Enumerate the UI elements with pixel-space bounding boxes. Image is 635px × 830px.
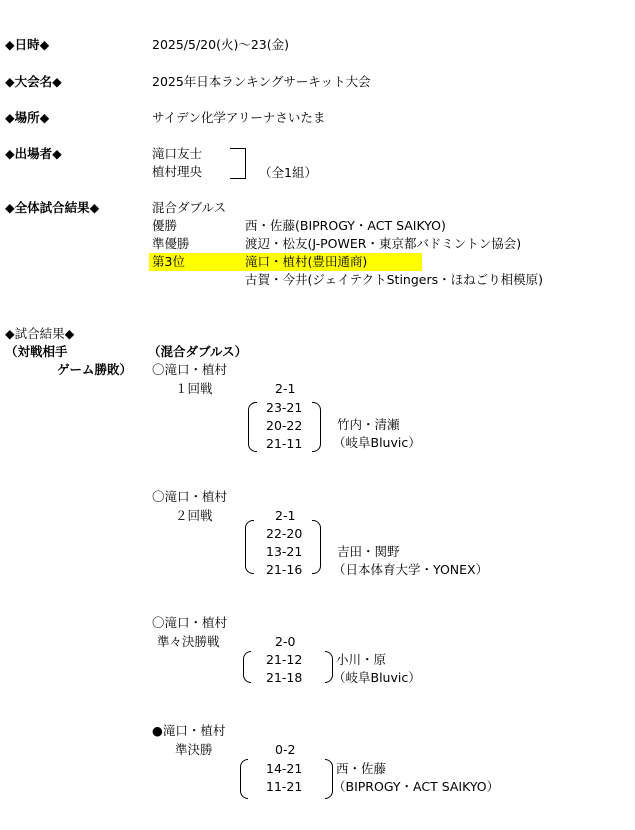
opponent-club: （岐阜Bluvic）	[333, 670, 421, 685]
match-score: 2-1	[275, 508, 296, 523]
games-bracket-right	[325, 651, 333, 683]
date-label: ◆日時◆	[5, 37, 50, 52]
opponent-name: 西・佐藤	[336, 761, 387, 776]
match-team: 〇滝口・植村	[152, 615, 228, 630]
match-score: 2-0	[275, 634, 296, 649]
games-bracket-left	[248, 402, 257, 452]
opponent-club: （日本体育大学・YONEX）	[333, 562, 489, 577]
place-label: 準優勝	[152, 236, 190, 251]
games-bracket-right	[312, 402, 321, 452]
place-team: 古賀・今井(ジェイテクトStingers・ほねごり相模原)	[245, 272, 544, 287]
column-head-opponent: （対戦相手	[5, 344, 68, 359]
place-team: 渡辺・松友(J-POWER・東京都バドミントン協会)	[245, 236, 522, 251]
opponent-name: 竹内・清瀬	[337, 417, 400, 432]
game-score: 11-21	[266, 779, 303, 794]
overall-label: ◆全体試合結果◆	[5, 200, 100, 215]
venue-label: ◆場所◆	[5, 110, 50, 125]
opponent-club: （岐阜Bluvic）	[333, 435, 421, 450]
games-bracket-left	[243, 651, 251, 683]
game-score: 14-21	[266, 761, 303, 776]
games-bracket-left	[245, 520, 254, 574]
opponent-club: （BIPROGY・ACT SAIKYO）	[333, 779, 500, 794]
game-score: 21-18	[266, 670, 303, 685]
match-round: １回戦	[175, 381, 213, 396]
game-score: 21-12	[266, 652, 303, 667]
opponent-name: 吉田・関野	[337, 544, 400, 559]
game-score: 21-16	[266, 562, 303, 577]
match-round: ２回戦	[175, 508, 213, 523]
player-name: 滝口友士	[152, 146, 203, 161]
place-team: 滝口・植村(豊田通商)	[245, 254, 368, 269]
venue-value: サイデン化学アリーナさいたま	[152, 110, 326, 125]
overall-category: 混合ダブルス	[152, 200, 227, 215]
game-score: 21-11	[266, 436, 303, 451]
players-note: （全1組）	[259, 165, 317, 180]
game-score: 23-21	[266, 400, 303, 415]
event-value: 2025年日本ランキングサーキット大会	[152, 74, 371, 89]
opponent-name: 小川・原	[336, 652, 387, 667]
results-category: （混合ダブルス）	[148, 344, 248, 359]
match-score: 2-1	[275, 381, 296, 396]
place-label: 第3位	[152, 254, 185, 269]
match-round: 準決勝	[175, 742, 213, 757]
game-score: 13-21	[266, 544, 303, 559]
players-label: ◆出場者◆	[5, 146, 62, 161]
players-bracket	[230, 148, 246, 179]
column-head-games: ゲーム勝敗）	[57, 362, 133, 377]
match-team: 〇滝口・植村	[152, 362, 228, 377]
games-bracket-left	[240, 759, 248, 799]
game-score: 20-22	[266, 418, 303, 433]
match-score: 0-2	[275, 742, 296, 757]
results-title: ◆試合結果◆	[5, 326, 75, 341]
place-label: 優勝	[152, 218, 178, 233]
date-value: 2025/5/20(火)～23(金)	[152, 37, 290, 52]
event-label: ◆大会名◆	[5, 74, 62, 89]
game-score: 22-20	[266, 526, 303, 541]
games-bracket-right	[312, 520, 321, 574]
place-team: 西・佐藤(BIPROGY・ACT SAIKYO)	[245, 218, 446, 233]
match-team: 〇滝口・植村	[152, 489, 228, 504]
match-round: 準々決勝戦	[157, 634, 220, 649]
games-bracket-right	[325, 759, 333, 799]
match-team: ●滝口・植村	[152, 723, 226, 738]
player-name: 植村理央	[152, 164, 203, 179]
